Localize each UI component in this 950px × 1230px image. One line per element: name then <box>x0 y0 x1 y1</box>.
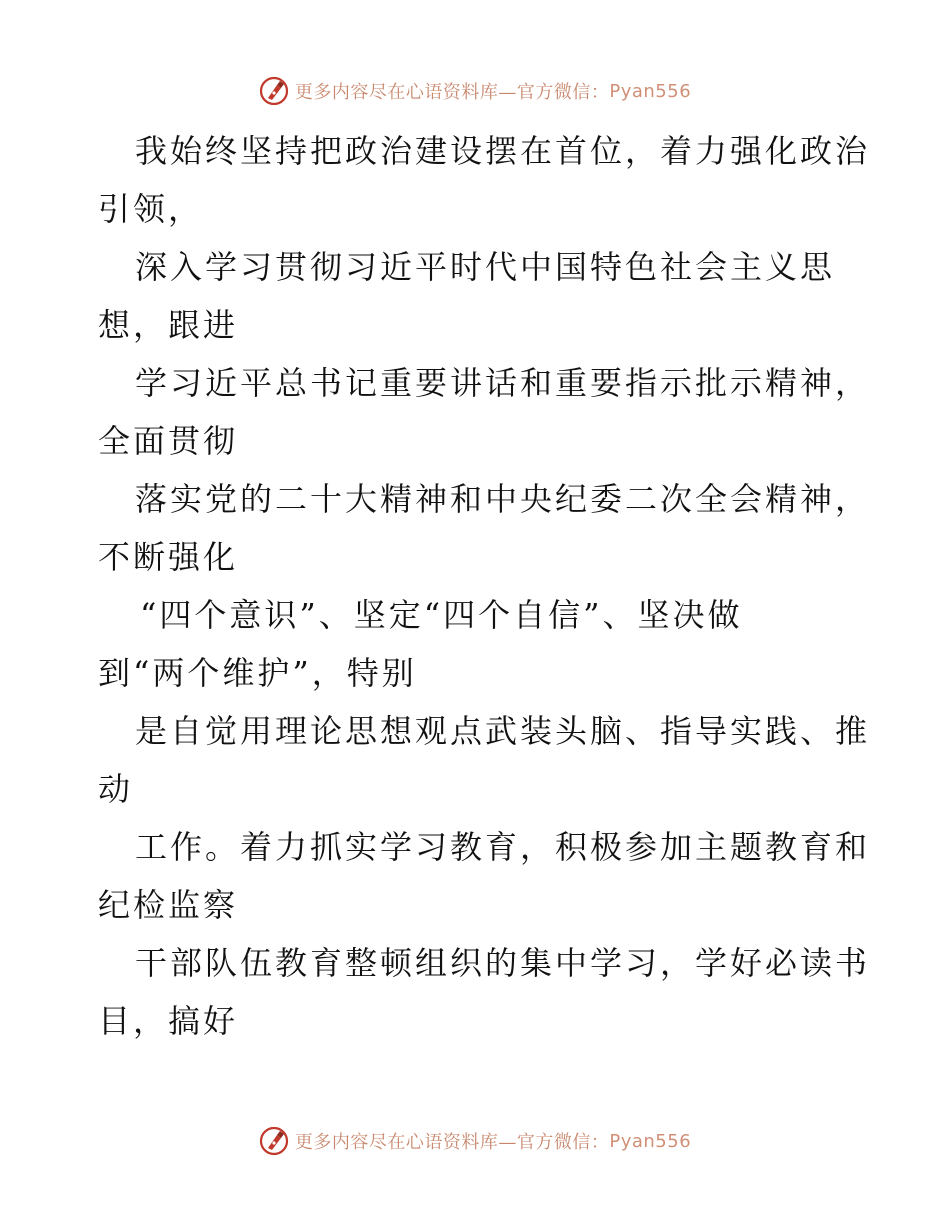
body-line: 是自觉用理论思想观点武装头脑、指导实践、推 <box>135 712 871 750</box>
body-line: 我始终坚持把政治建设摆在首位，着力强化政治 <box>135 132 871 170</box>
header-banner-text: 更多内容尽在心语资料库—官方微信： <box>294 82 610 103</box>
body-line: 到“两个维护”，特别 <box>98 654 417 692</box>
body-line: 全面贯彻 <box>98 422 239 460</box>
footer-banner <box>0 1124 950 1158</box>
body-line: 工作。着力抓实学习教育，积极参加主题教育和 <box>135 828 871 866</box>
footer-banner-wechat-id: Pyan556 <box>609 1130 692 1152</box>
body-line: 干部队伍教育整顿组织的集中学习，学好必读书 <box>135 944 871 982</box>
body-line: 动 <box>98 770 134 808</box>
document-body <box>98 122 871 1050</box>
body-line: 深入学习贯彻习近平时代中国特色社会主义思 <box>135 248 836 286</box>
body-line: 不断强化 <box>98 538 239 576</box>
body-line: 引领， <box>98 190 204 228</box>
header-banner-wechat-id: Pyan556 <box>609 80 692 102</box>
body-line: 学习近平总书记重要讲话和重要指示批示精神， <box>135 364 871 402</box>
pen-nib-logo-icon <box>259 1126 289 1156</box>
footer-banner-text: 更多内容尽在心语资料库—官方微信： <box>294 1132 610 1153</box>
body-line: 纪检监察 <box>98 886 239 924</box>
body-line: 目，搞好 <box>98 1002 239 1040</box>
pen-nib-logo-icon <box>259 76 289 106</box>
header-banner <box>0 74 950 108</box>
body-line: 想，跟进 <box>98 306 239 344</box>
body-line: 落实党的二十大精神和中央纪委二次全会精神， <box>135 480 871 518</box>
body-line: “四个意识”、坚定“四个自信”、坚决做 <box>140 596 743 634</box>
